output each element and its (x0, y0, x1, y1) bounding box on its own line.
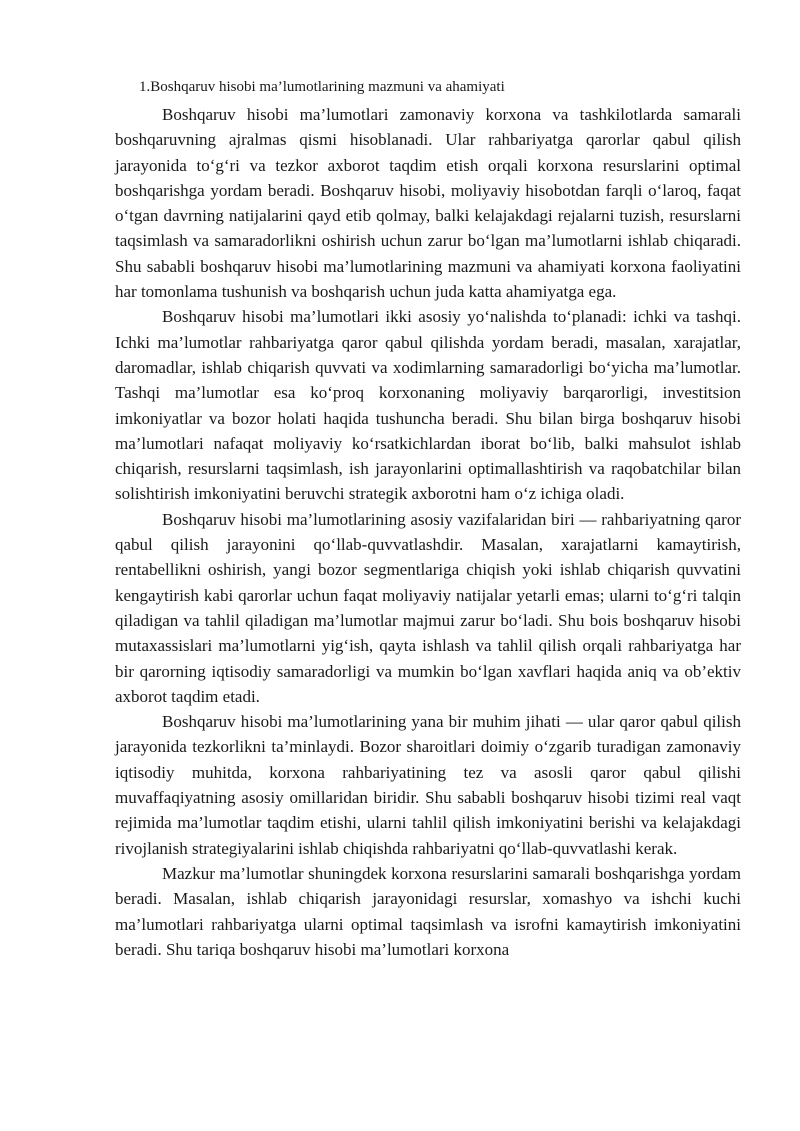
paragraph-4: Boshqaruv hisobi ma’lumotlarining yana bir muhim jihati — ular qaror qabul qilish jarayonida tezkorlikni ta’minlaydi. Bozor sharoitlari doimiy o‘zgarib turadigan zamonaviy iqtisodiy muhitda, korxona rahbariyatining tez va asosli qaror qabul qilishi muvaffaqiyatning asosiy omillaridan biridir. Shu sababli boshqaruv hisobi tizimi real vaqt rejimida ma’lumotlar taqdim etishi, ularni tahlil qilish imkoniyatini berishi va kelajakdagi rivojlanish strategiyalarini ishlab chiqishda rahbariyatni qo‘llab-quvvatlashi kerak. (115, 712, 741, 858)
document-page (115, 76, 741, 962)
section-heading: 1.Boshqaruv hisobi ma’lumotlarining mazmuni va ahamiyati (139, 79, 505, 95)
paragraph-3: Boshqaruv hisobi ma’lumotlarining asosiy vazifalaridan biri — rahbariyatning qaror qabul qilish jarayonini qo‘llab-quvvatlashdir. Masalan, xarajatlarni kamaytirish, rentabellikni oshirish, yangi bozor segmentlariga chiqish yoki ishlab chiqarish quvvatini kengaytirish kabi qarorlar uchun faqat moliyaviy natijalar yetarli emas; ularni to‘g‘ri talqin qiladigan va tahlil qiladigan ma’lumotlar majmui zarur bo‘ladi. Shu bois boshqaruv hisobi mutaxassislari ma’lumotlarni yig‘ish, qayta ishlash va tahlil qilish orqali rahbariyatga har bir qarorning iqtisodiy samaradorligi va mumkin bo‘lgan xavflari haqida aniq va ob’ektiv axborot taqdim etadi. (115, 509, 741, 706)
paragraph-5: Mazkur ma’lumotlar shuningdek korxona resurslarini samarali boshqarishga yordam beradi. Masalan, ishlab chiqarish jarayonidagi resurslar, xomashyo va ishchi kuchi ma’lumotlari rahbariyatga ularni optimal taqsimlash va isrofni kamaytirish imkoniyatini beradi. Shu tariqa boshqaruv hisobi ma’lumotlari korxona (115, 863, 741, 959)
paragraph-2: Boshqaruv hisobi ma’lumotlari ikki asosiy yo‘nalishda to‘planadi: ichki va tashqi. Ichki ma’lumotlar rahbariyatga qaror qabul qilishda yordam beradi, masalan, xarajatlar, daromadlar, ishlab chiqarish quvvati va xodimlarning samaradorligi bo‘yicha ma’lumotlar. Tashqi ma’lumotlar esa ko‘proq korxonaning moliyaviy barqarorligi, investitsion imkoniyatlar va bozor holati haqida tushuncha beradi. Shu bilan birga boshqaruv hisobi ma’lumotlari nafaqat moliyaviy ko‘rsatkichlardan iborat bo‘lib, balki mahsulot ishlab chiqarish, resurslarni taqsimlash, ish jarayonlarini optimallashtirish va raqobatchilar bilan solishtirish imkoniyatini beruvchi strategik axborotni ham o‘z ichiga oladi. (115, 307, 741, 504)
paragraph-1: Boshqaruv hisobi ma’lumotlari zamonaviy korxona va tashkilotlarda samarali boshqaruvning ajralmas qismi hisoblanadi. Ular rahbariyatga qarorlar qabul qilish jarayonida to‘g‘ri va tezkor axborot taqdim etish orqali korxona resurslarini optimal boshqarishga yordam beradi. Boshqaruv hisobi, moliyaviy hisobotdan farqli o‘laroq, faqat o‘tgan davrning natijalarini qayd etib qolmay, balki kelajakdagi rejalarni tuzish, resurslarni taqsimlash va samaradorlikni oshirish uchun zarur bo‘lgan ma’lumotlarni ishlab chiqaradi. Shu sababli boshqaruv hisobi ma’lumotlarining mazmuni va ahamiyati korxona faoliyatini har tomonlama tushunish va boshqarish uchun juda katta ahamiyatga ega. (115, 105, 741, 302)
